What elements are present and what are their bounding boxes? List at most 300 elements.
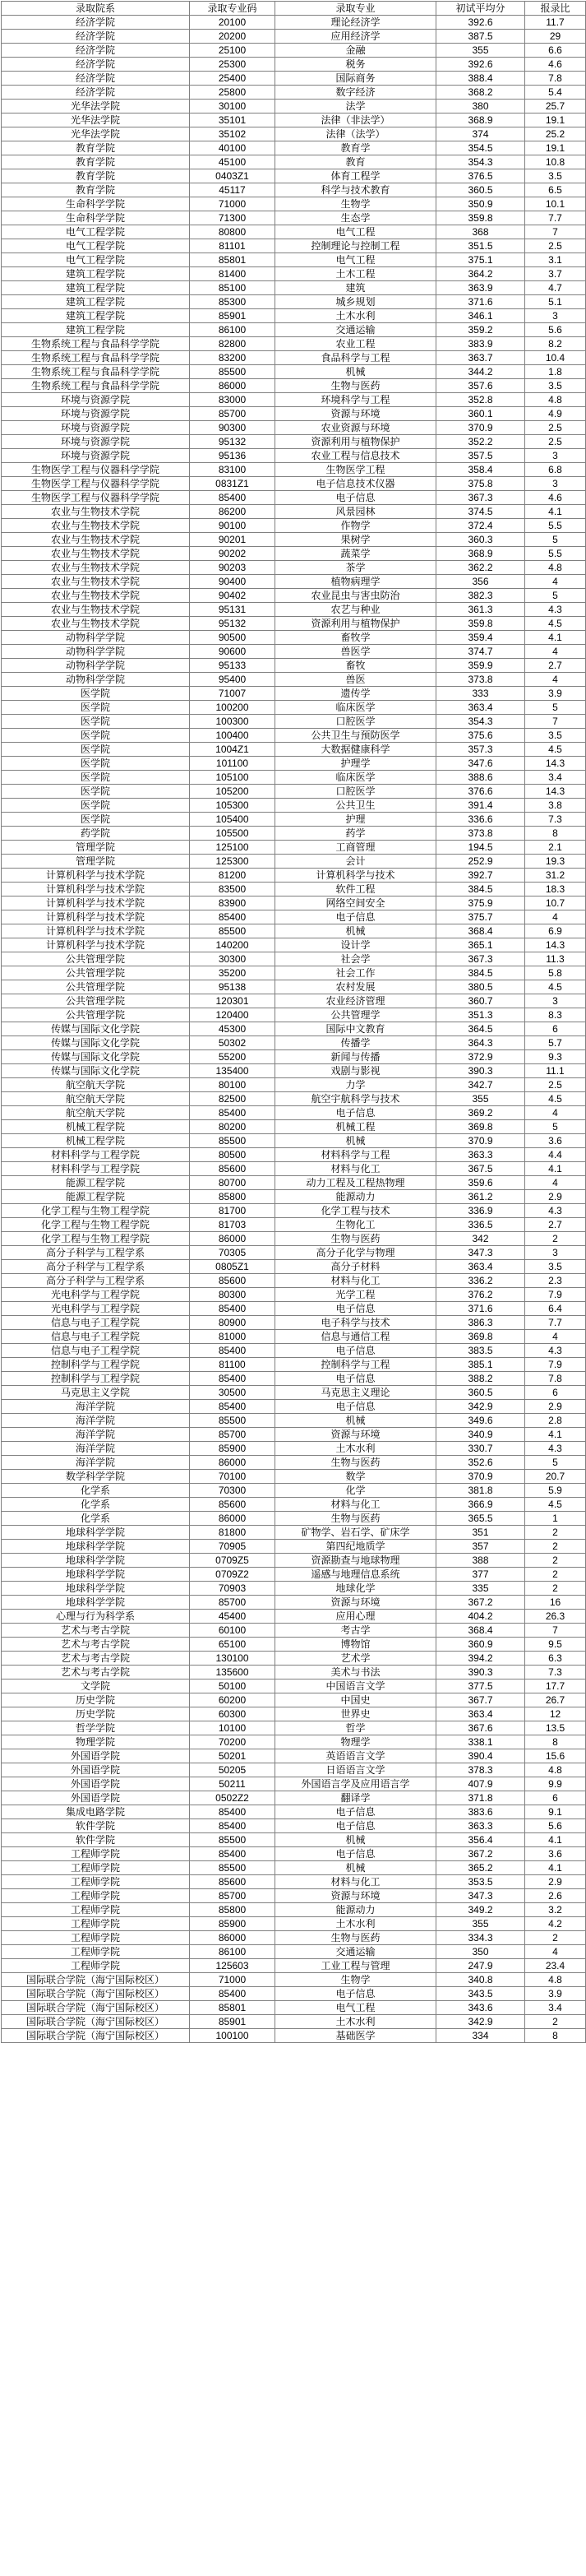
cell-department: 海洋学院 (2, 1414, 190, 1428)
cell-major: 法律（非法学） (275, 114, 436, 127)
cell-major: 世界史 (275, 1707, 436, 1721)
cell-ratio: 4.8 (525, 393, 586, 407)
cell-major: 畜牧学 (275, 631, 436, 645)
table-row (2, 1232, 586, 1246)
cell-department: 机械工程学院 (2, 1134, 190, 1148)
cell-major: 金融 (275, 44, 436, 58)
cell-department: 教育学院 (2, 169, 190, 183)
cell-average-score: 375.9 (436, 897, 525, 910)
cell-average-score: 407.9 (436, 1777, 525, 1791)
table-row (2, 337, 586, 351)
table-row (2, 197, 586, 211)
cell-ratio: 26.7 (525, 1693, 586, 1707)
cell-major: 化学工程与技术 (275, 1204, 436, 1218)
table-row (2, 1246, 586, 1260)
cell-ratio: 2 (525, 1232, 586, 1246)
cell-major-code: 83500 (190, 883, 275, 897)
cell-average-score: 380.5 (436, 980, 525, 994)
cell-department: 管理学院 (2, 855, 190, 869)
cell-major: 中国史 (275, 1693, 436, 1707)
cell-ratio: 7.7 (525, 211, 586, 225)
cell-major-code: 45300 (190, 1022, 275, 1036)
table-row (2, 1945, 586, 1959)
cell-department: 化学工程与生物工程学院 (2, 1232, 190, 1246)
cell-average-score: 363.4 (436, 701, 525, 715)
cell-department: 高分子科学与工程学系 (2, 1246, 190, 1260)
cell-major: 电子信息 (275, 1302, 436, 1316)
cell-ratio: 5 (525, 1120, 586, 1134)
cell-major-code: 95132 (190, 435, 275, 449)
cell-major-code: 80100 (190, 1078, 275, 1092)
cell-average-score: 363.7 (436, 351, 525, 365)
table-row (2, 1148, 586, 1162)
cell-department: 经济学院 (2, 44, 190, 58)
table-row (2, 617, 586, 631)
cell-major: 地球化学 (275, 1582, 436, 1596)
cell-average-score: 372.4 (436, 519, 525, 533)
cell-major: 材料科学与工程 (275, 1148, 436, 1162)
table-row (2, 1596, 586, 1610)
cell-ratio: 4.3 (525, 603, 586, 617)
cell-ratio: 4.7 (525, 281, 586, 295)
cell-department: 医学院 (2, 813, 190, 827)
cell-major-code: 90100 (190, 519, 275, 533)
cell-major-code: 85400 (190, 1847, 275, 1861)
cell-major-code: 125603 (190, 1959, 275, 1973)
cell-department: 公共管理学院 (2, 994, 190, 1008)
table-row (2, 1652, 586, 1666)
cell-major-code: 50201 (190, 1749, 275, 1763)
cell-ratio: 5 (525, 701, 586, 715)
cell-major-code: 85300 (190, 295, 275, 309)
cell-major-code: 105200 (190, 785, 275, 799)
cell-major-code: 71000 (190, 197, 275, 211)
table-row (2, 1134, 586, 1148)
cell-average-score: 383.9 (436, 337, 525, 351)
cell-department: 化学系 (2, 1484, 190, 1498)
cell-major-code: 86200 (190, 505, 275, 519)
table-row (2, 1791, 586, 1805)
cell-major: 电子信息 (275, 1372, 436, 1386)
cell-ratio: 4 (525, 645, 586, 659)
cell-major-code: 90202 (190, 547, 275, 561)
cell-ratio: 20.7 (525, 1470, 586, 1484)
cell-department: 国际联合学院（海宁国际校区） (2, 1973, 190, 1987)
cell-major-code: 83200 (190, 351, 275, 365)
table-row (2, 701, 586, 715)
cell-average-score: 351 (436, 1526, 525, 1540)
cell-ratio: 4.1 (525, 1833, 586, 1847)
cell-major-code: 86100 (190, 1945, 275, 1959)
cell-average-score: 363.3 (436, 1148, 525, 1162)
cell-department: 管理学院 (2, 841, 190, 855)
cell-major: 第四纪地质学 (275, 1540, 436, 1554)
cell-average-score: 385.1 (436, 1358, 525, 1372)
cell-ratio: 5 (525, 589, 586, 603)
cell-department: 动物科学学院 (2, 631, 190, 645)
cell-average-score: 358.4 (436, 463, 525, 477)
cell-ratio: 2.7 (525, 659, 586, 673)
cell-ratio: 4.5 (525, 1092, 586, 1106)
cell-average-score: 368 (436, 225, 525, 239)
cell-average-score: 340.9 (436, 1428, 525, 1442)
table-row (2, 771, 586, 785)
cell-major-code: 85600 (190, 1875, 275, 1889)
cell-major: 马克思主义理论 (275, 1386, 436, 1400)
cell-ratio: 2 (525, 1582, 586, 1596)
table-row (2, 1693, 586, 1707)
table-row (2, 30, 586, 44)
cell-major-code: 120400 (190, 1008, 275, 1022)
cell-major-code: 85400 (190, 1987, 275, 2001)
cell-average-score: 368.2 (436, 86, 525, 100)
cell-ratio: 8 (525, 2029, 586, 2043)
cell-ratio: 4.6 (525, 58, 586, 72)
table-row (2, 1498, 586, 1512)
cell-major-code: 81400 (190, 267, 275, 281)
cell-department: 机械工程学院 (2, 1120, 190, 1134)
cell-major-code: 81703 (190, 1218, 275, 1232)
cell-ratio: 4.4 (525, 1148, 586, 1162)
cell-major: 蔬菜学 (275, 547, 436, 561)
cell-average-score: 377.5 (436, 1679, 525, 1693)
table-row (2, 645, 586, 659)
table-row (2, 1036, 586, 1050)
cell-ratio: 2.7 (525, 1218, 586, 1232)
cell-major: 食品科学与工程 (275, 351, 436, 365)
cell-department: 光电科学与工程学院 (2, 1288, 190, 1302)
cell-major: 日语语言文学 (275, 1763, 436, 1777)
cell-average-score: 375.6 (436, 729, 525, 743)
cell-department: 外国语学院 (2, 1777, 190, 1791)
cell-average-score: 364.3 (436, 1036, 525, 1050)
cell-major: 临床医学 (275, 701, 436, 715)
cell-department: 公共管理学院 (2, 980, 190, 994)
cell-major-code: 80200 (190, 1120, 275, 1134)
cell-average-score: 360.7 (436, 994, 525, 1008)
cell-ratio: 6 (525, 1022, 586, 1036)
cell-department: 环境与资源学院 (2, 393, 190, 407)
cell-ratio: 4 (525, 673, 586, 687)
cell-major-code: 85500 (190, 1134, 275, 1148)
cell-average-score: 364.5 (436, 1022, 525, 1036)
cell-department: 艺术与考古学院 (2, 1652, 190, 1666)
cell-department: 医学院 (2, 701, 190, 715)
cell-department: 教育学院 (2, 141, 190, 155)
cell-ratio: 31.2 (525, 869, 586, 883)
cell-average-score: 371.8 (436, 1791, 525, 1805)
cell-department: 环境与资源学院 (2, 407, 190, 421)
cell-major: 临床医学 (275, 771, 436, 785)
cell-major: 法律（法学） (275, 127, 436, 141)
table-header (2, 2, 586, 16)
cell-major: 生物医学工程 (275, 463, 436, 477)
cell-average-score: 388.4 (436, 72, 525, 86)
cell-average-score: 370.9 (436, 1134, 525, 1148)
cell-major-code: 85400 (190, 1372, 275, 1386)
cell-major-code: 0709Z2 (190, 1568, 275, 1582)
table-row (2, 155, 586, 169)
cell-average-score: 342 (436, 1232, 525, 1246)
cell-major-code: 140200 (190, 938, 275, 952)
admission-stats-table (1, 1, 586, 2043)
cell-major-code: 85500 (190, 1861, 275, 1875)
cell-ratio: 4 (525, 910, 586, 924)
cell-major: 大数据健康科学 (275, 743, 436, 757)
cell-department: 生物医学工程与仪器科学学院 (2, 477, 190, 491)
cell-department: 历史学院 (2, 1693, 190, 1707)
cell-average-score: 354.5 (436, 141, 525, 155)
header-row (2, 2, 586, 16)
cell-major-code: 70100 (190, 1470, 275, 1484)
cell-major: 农业昆虫与害虫防治 (275, 589, 436, 603)
cell-major: 物理学 (275, 1735, 436, 1749)
table-row (2, 757, 586, 771)
cell-major-code: 95132 (190, 617, 275, 631)
cell-average-score: 390.3 (436, 1064, 525, 1078)
cell-major-code: 82800 (190, 337, 275, 351)
cell-department: 生命科学学院 (2, 211, 190, 225)
table-row (2, 309, 586, 323)
cell-major-code: 95400 (190, 673, 275, 687)
cell-average-score: 342.7 (436, 1078, 525, 1092)
cell-ratio: 29 (525, 30, 586, 44)
cell-average-score: 368.4 (436, 924, 525, 938)
cell-major-code: 85400 (190, 1344, 275, 1358)
cell-major-code: 85500 (190, 1833, 275, 1847)
cell-ratio: 5.8 (525, 966, 586, 980)
table-row (2, 1358, 586, 1372)
cell-average-score: 388.6 (436, 771, 525, 785)
table-row (2, 2001, 586, 2015)
cell-average-score: 376.6 (436, 785, 525, 799)
cell-average-score: 373.8 (436, 827, 525, 841)
table-row (2, 1624, 586, 1638)
cell-average-score: 367.3 (436, 491, 525, 505)
cell-major: 科学与技术教育 (275, 183, 436, 197)
cell-major: 材料与化工 (275, 1162, 436, 1176)
cell-ratio: 3 (525, 449, 586, 463)
cell-department: 药学院 (2, 827, 190, 841)
table-row (2, 994, 586, 1008)
cell-major: 数字经济 (275, 86, 436, 100)
cell-major-code: 105100 (190, 771, 275, 785)
cell-department: 计算机科学与技术学院 (2, 910, 190, 924)
table-row (2, 785, 586, 799)
cell-department: 农业与生物技术学院 (2, 575, 190, 589)
cell-ratio: 4.5 (525, 980, 586, 994)
cell-ratio: 2.5 (525, 435, 586, 449)
cell-major-code: 70905 (190, 1540, 275, 1554)
cell-major-code: 130100 (190, 1652, 275, 1666)
table-row (2, 659, 586, 673)
table-row (2, 1987, 586, 2001)
cell-department: 地球科学学院 (2, 1526, 190, 1540)
cell-average-score: 346.1 (436, 309, 525, 323)
cell-ratio: 3 (525, 1246, 586, 1260)
cell-ratio: 7.9 (525, 1358, 586, 1372)
cell-ratio: 11.7 (525, 16, 586, 30)
cell-average-score: 347.3 (436, 1246, 525, 1260)
cell-ratio: 5.6 (525, 323, 586, 337)
cell-major: 计算机科学与技术 (275, 869, 436, 883)
table-row (2, 463, 586, 477)
cell-average-score: 351.3 (436, 1008, 525, 1022)
cell-department: 国际联合学院（海宁国际校区） (2, 2001, 190, 2015)
cell-ratio: 1.8 (525, 365, 586, 379)
cell-major-code: 95131 (190, 603, 275, 617)
cell-major: 会计 (275, 855, 436, 869)
cell-major: 基础医学 (275, 2029, 436, 2043)
cell-major: 社会学 (275, 952, 436, 966)
cell-department: 生物系统工程与食品科学学院 (2, 379, 190, 393)
cell-department: 计算机科学与技术学院 (2, 883, 190, 897)
cell-major-code: 80500 (190, 1148, 275, 1162)
cell-major-code: 135400 (190, 1064, 275, 1078)
cell-major: 资源利用与植物保护 (275, 435, 436, 449)
cell-major: 土木水利 (275, 1442, 436, 1456)
cell-average-score: 374.5 (436, 505, 525, 519)
cell-department: 医学院 (2, 729, 190, 743)
cell-major: 电子信息 (275, 1847, 436, 1861)
cell-ratio: 25.7 (525, 100, 586, 114)
cell-major: 应用经济学 (275, 30, 436, 44)
cell-major-code: 125300 (190, 855, 275, 869)
cell-major-code: 81700 (190, 1204, 275, 1218)
cell-major: 材料与化工 (275, 1274, 436, 1288)
cell-major: 护理学 (275, 757, 436, 771)
table-row (2, 1707, 586, 1721)
cell-major-code: 85700 (190, 1596, 275, 1610)
cell-major: 电气工程 (275, 2001, 436, 2015)
cell-major-code: 25300 (190, 58, 275, 72)
table-row (2, 1442, 586, 1456)
cell-major: 城乡规划 (275, 295, 436, 309)
cell-department: 工程师学院 (2, 1875, 190, 1889)
table-row (2, 1204, 586, 1218)
cell-ratio: 3.5 (525, 1260, 586, 1274)
cell-average-score: 361.3 (436, 603, 525, 617)
cell-ratio: 14.3 (525, 938, 586, 952)
cell-major-code: 60300 (190, 1707, 275, 1721)
table-row (2, 841, 586, 855)
table-row (2, 323, 586, 337)
cell-ratio: 3.9 (525, 1987, 586, 2001)
cell-major-code: 90203 (190, 561, 275, 575)
cell-department: 工程师学院 (2, 1945, 190, 1959)
cell-ratio: 4 (525, 1945, 586, 1959)
cell-major-code: 85901 (190, 309, 275, 323)
cell-ratio: 4.1 (525, 1162, 586, 1176)
cell-average-score: 344.2 (436, 365, 525, 379)
cell-major-code: 0709Z5 (190, 1554, 275, 1568)
cell-major-code: 85500 (190, 1414, 275, 1428)
cell-major: 生物与医药 (275, 1456, 436, 1470)
cell-major: 艺术学 (275, 1652, 436, 1666)
table-row (2, 729, 586, 743)
table-row (2, 477, 586, 491)
table-row (2, 491, 586, 505)
cell-department: 建筑工程学院 (2, 295, 190, 309)
cell-department: 外国语学院 (2, 1791, 190, 1805)
cell-average-score: 392.6 (436, 58, 525, 72)
cell-department: 航空航天学院 (2, 1092, 190, 1106)
table-row (2, 897, 586, 910)
cell-ratio: 4.1 (525, 1861, 586, 1875)
cell-department: 环境与资源学院 (2, 421, 190, 435)
cell-department: 生物系统工程与食品科学学院 (2, 351, 190, 365)
cell-department: 经济学院 (2, 58, 190, 72)
cell-major-code: 95138 (190, 980, 275, 994)
cell-department: 医学院 (2, 687, 190, 701)
table-row (2, 561, 586, 575)
table-row (2, 1022, 586, 1036)
cell-major: 畜牧 (275, 659, 436, 673)
cell-average-score: 347.3 (436, 1889, 525, 1903)
cell-department: 公共管理学院 (2, 966, 190, 980)
cell-major-code: 0805Z1 (190, 1260, 275, 1274)
table-row (2, 1554, 586, 1568)
cell-average-score: 342.9 (436, 1400, 525, 1414)
cell-average-score: 349.2 (436, 1903, 525, 1917)
cell-average-score: 376.5 (436, 169, 525, 183)
cell-major: 新闻与传播 (275, 1050, 436, 1064)
cell-department: 电气工程学院 (2, 239, 190, 253)
cell-ratio: 3.9 (525, 687, 586, 701)
cell-ratio: 9.9 (525, 1777, 586, 1791)
table-row (2, 799, 586, 813)
table-row (2, 1190, 586, 1204)
cell-major-code: 80300 (190, 1288, 275, 1302)
cell-department: 海洋学院 (2, 1400, 190, 1414)
cell-major: 环境科学与工程 (275, 393, 436, 407)
cell-department: 高分子科学与工程学系 (2, 1274, 190, 1288)
cell-major: 农业经济管理 (275, 994, 436, 1008)
cell-department: 化学系 (2, 1512, 190, 1526)
table-row (2, 1721, 586, 1735)
cell-major-code: 30100 (190, 100, 275, 114)
cell-ratio: 3.8 (525, 799, 586, 813)
table-row (2, 687, 586, 701)
cell-average-score: 368.4 (436, 1624, 525, 1638)
cell-ratio: 6.3 (525, 1652, 586, 1666)
table-row (2, 1568, 586, 1582)
cell-major-code: 85400 (190, 1819, 275, 1833)
table-row (2, 1540, 586, 1554)
cell-department: 生命科学学院 (2, 197, 190, 211)
cell-department: 传媒与国际文化学院 (2, 1022, 190, 1036)
cell-average-score: 336.6 (436, 813, 525, 827)
cell-department: 经济学院 (2, 16, 190, 30)
table-row (2, 1819, 586, 1833)
table-row (2, 589, 586, 603)
cell-major-code: 83900 (190, 897, 275, 910)
cell-major: 中国语言文学 (275, 1679, 436, 1693)
cell-ratio: 3.4 (525, 2001, 586, 2015)
cell-major: 数学 (275, 1470, 436, 1484)
cell-major: 税务 (275, 58, 436, 72)
cell-major-code: 1004Z1 (190, 743, 275, 757)
cell-major-code: 35200 (190, 966, 275, 980)
cell-ratio: 10.4 (525, 351, 586, 365)
cell-department: 生物系统工程与食品科学学院 (2, 365, 190, 379)
cell-ratio: 4.8 (525, 1973, 586, 1987)
cell-department: 外国语学院 (2, 1763, 190, 1777)
cell-major-code: 85700 (190, 407, 275, 421)
cell-ratio: 3.5 (525, 729, 586, 743)
cell-average-score: 367.5 (436, 1162, 525, 1176)
cell-average-score: 367.7 (436, 1693, 525, 1707)
